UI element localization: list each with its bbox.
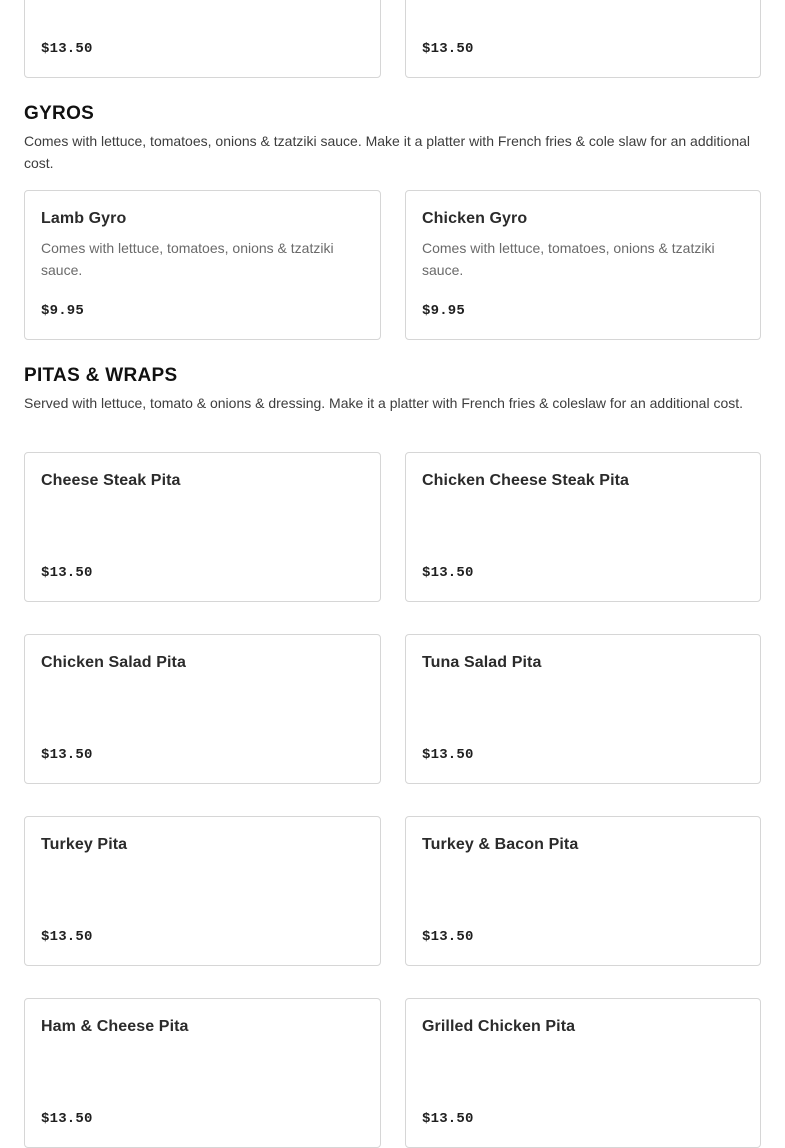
menu-item-ham-cheese-pita[interactable] (24, 998, 381, 1148)
item-name: Turkey Pita (41, 836, 128, 853)
item-name: Cheese Steak Pita (41, 472, 181, 489)
section-title-pitas-wraps: PITAS & WRAPS (24, 365, 178, 386)
item-price: $9.95 (41, 303, 85, 319)
menu-item-cheese-steak-pita[interactable] (24, 452, 381, 602)
menu-item-lamb-gyro[interactable] (24, 190, 381, 340)
item-price: $13.50 (422, 565, 474, 581)
item-price: $13.50 (41, 1111, 93, 1127)
item-name: Ham & Cheese Pita (41, 1018, 189, 1035)
item-price: $13.50 (41, 929, 93, 945)
item-name: Tuna Salad Pita (422, 654, 542, 671)
item-name: Chicken Salad Pita (41, 654, 186, 671)
item-description: Comes with lettuce, tomatoes, onions & tzatziki sauce. (41, 240, 334, 278)
section-description-pitas-wraps: Served with lettuce, tomato & onions & dressing. Make it a platter with French fries & coleslaw for an additional cost. (24, 395, 744, 411)
section-title-gyros: GYROS (24, 103, 95, 124)
menu-item-chicken-cheese-steak-pita[interactable] (405, 452, 761, 602)
item-price: $13.50 (41, 565, 93, 581)
item-description: Comes with lettuce, tomatoes, onions & tzatziki sauce. (422, 240, 715, 278)
menu-item-chicken-salad-pita[interactable] (24, 634, 381, 784)
item-price: $13.50 (422, 41, 474, 57)
menu-item-grilled-chicken-pita[interactable] (405, 998, 761, 1148)
item-name: Chicken Cheese Steak Pita (422, 472, 630, 489)
section-description-gyros: Comes with lettuce, tomatoes, onions & tzatziki sauce. Make it a platter with French fries & cole slaw for an additional cost. (24, 133, 750, 171)
item-price: $13.50 (422, 929, 474, 945)
menu-item-tuna-salad-pita[interactable] (405, 634, 761, 784)
item-price: $13.50 (422, 1111, 474, 1127)
menu-item-turkey-pita[interactable] (24, 816, 381, 966)
menu-item-turkey-bacon-pita[interactable] (405, 816, 761, 966)
item-name: Chicken Gyro (422, 210, 528, 227)
item-price: $13.50 (41, 747, 93, 763)
item-name: Lamb Gyro (41, 210, 127, 227)
item-price: $13.50 (41, 41, 93, 57)
item-price: $13.50 (422, 747, 474, 763)
menu-item-chicken-gyro[interactable] (405, 190, 761, 340)
item-name: Turkey & Bacon Pita (422, 836, 579, 853)
menu-item-card[interactable] (24, 0, 381, 78)
item-price: $9.95 (422, 303, 466, 319)
menu-item-card[interactable] (405, 0, 761, 78)
item-name: Grilled Chicken Pita (422, 1018, 576, 1035)
